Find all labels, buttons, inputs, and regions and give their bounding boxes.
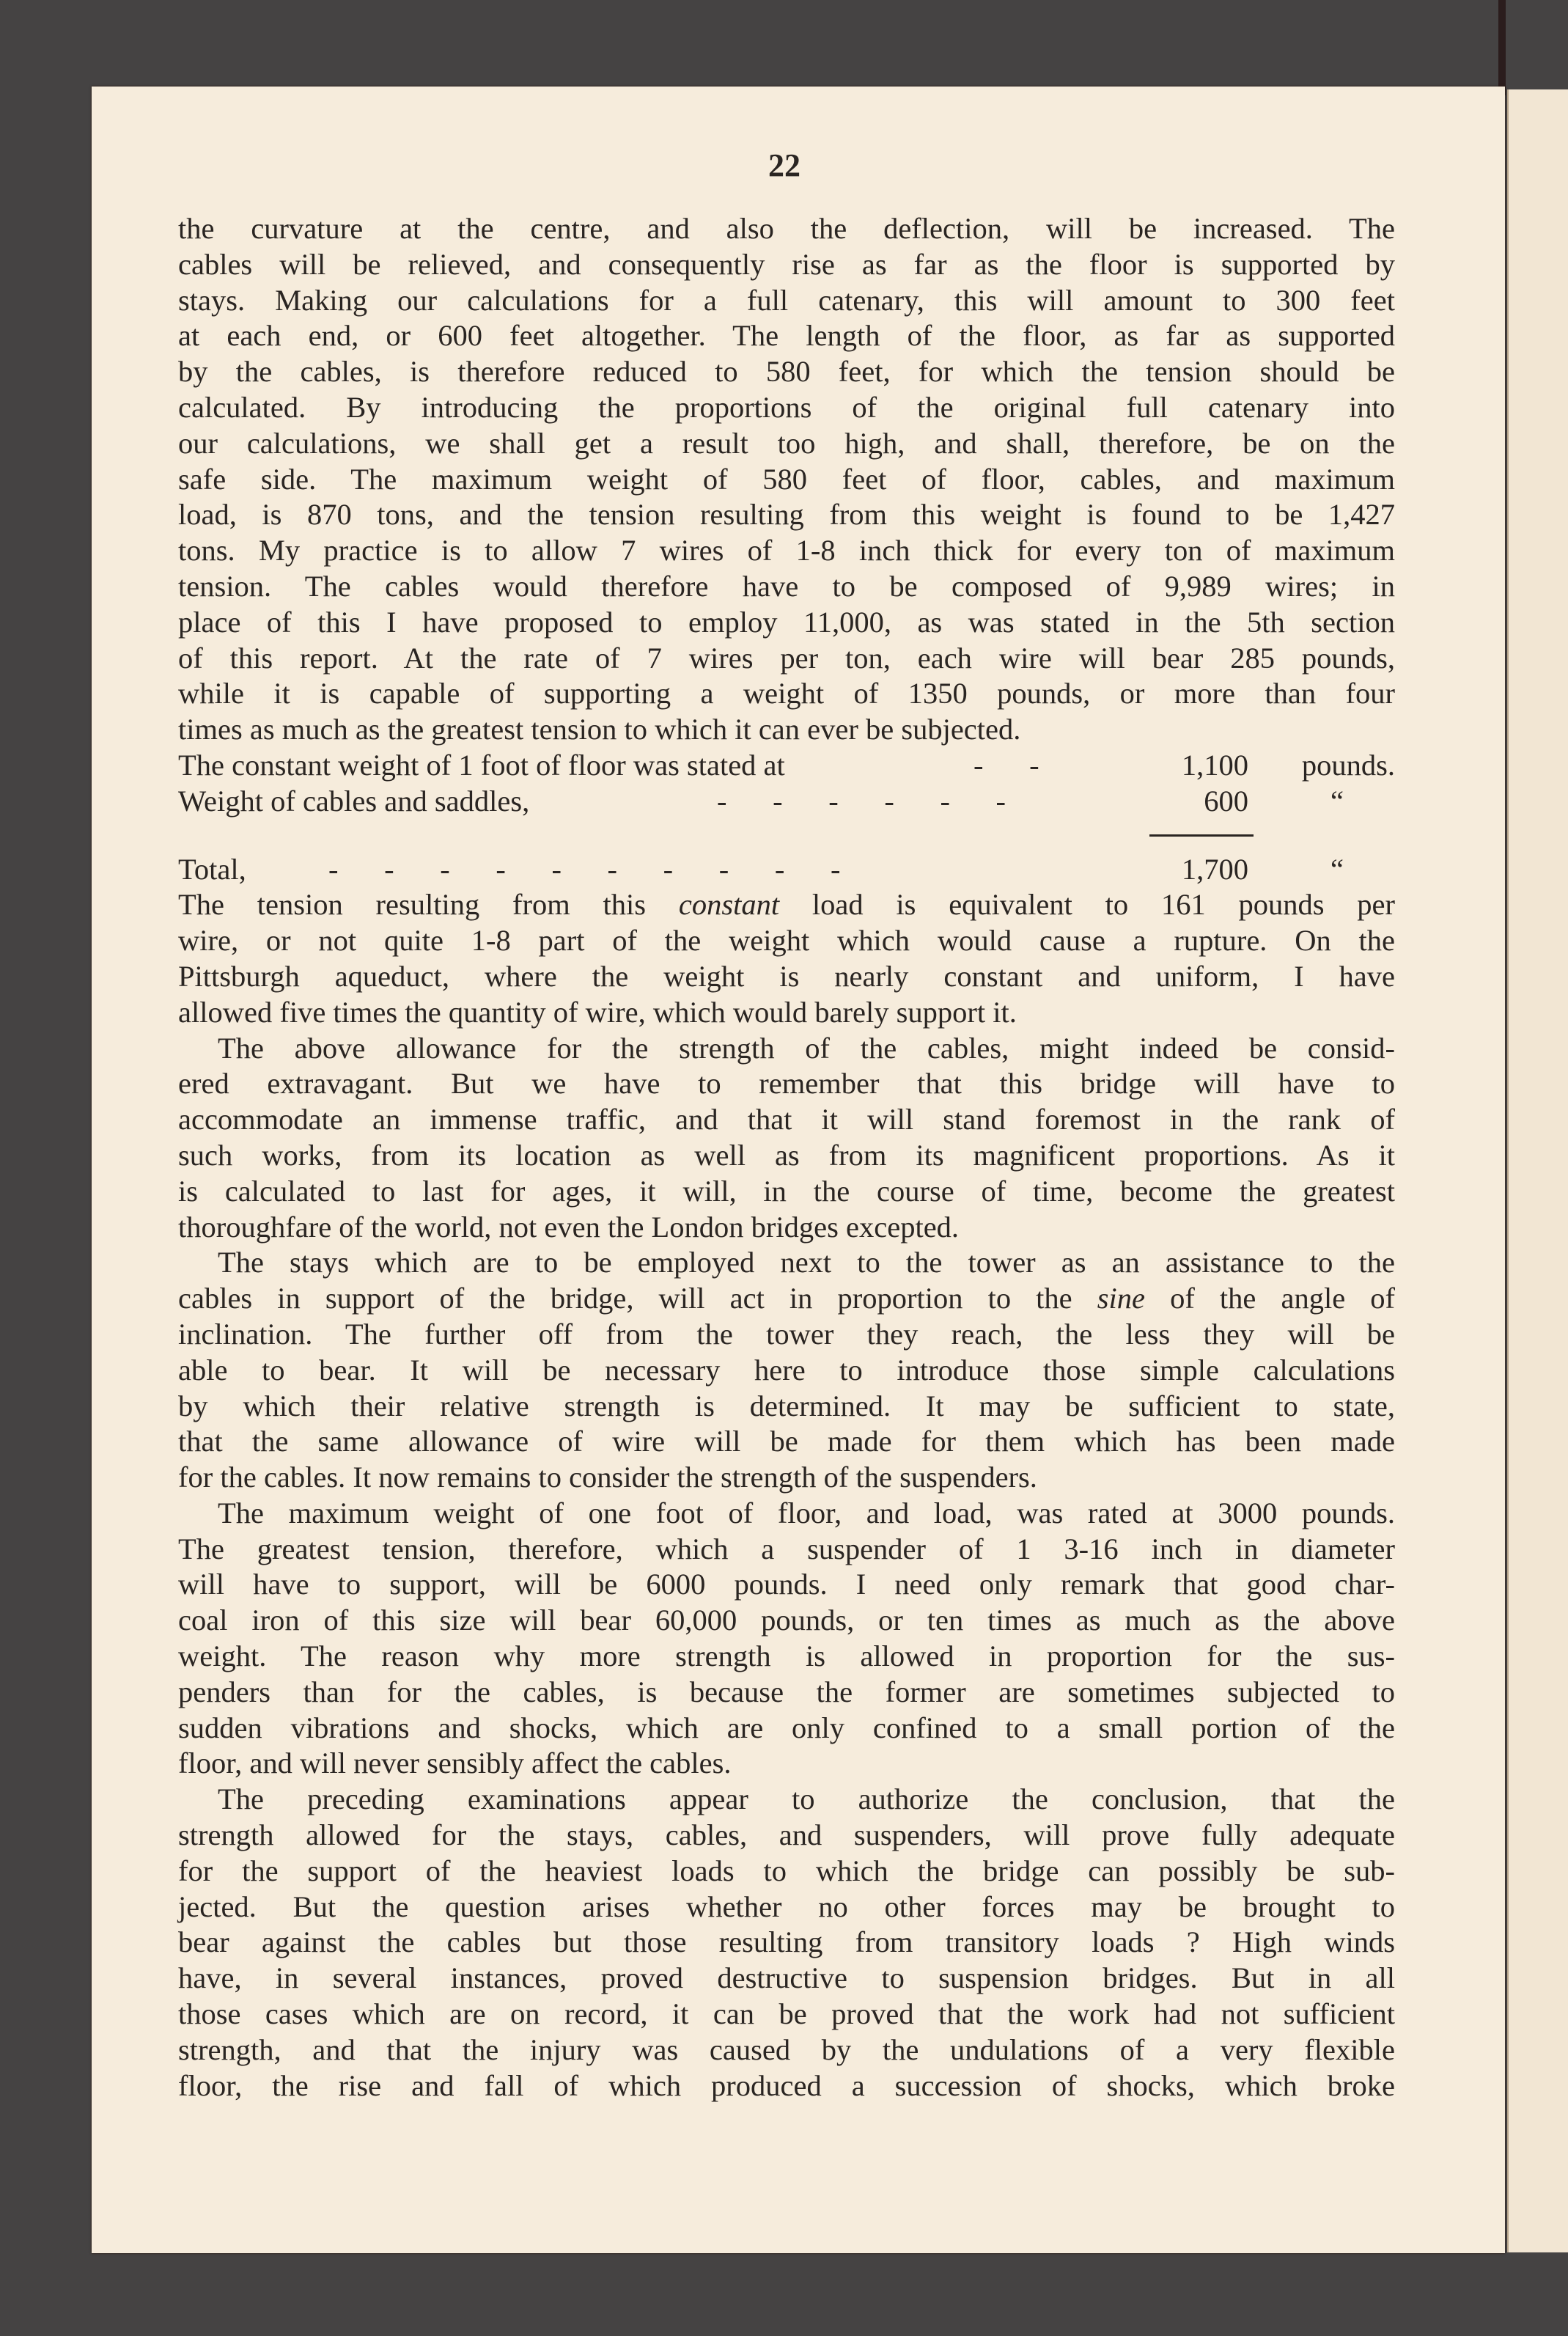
text-line: sudden vibrations and shocks, which are only confined to a small portion of the (178, 1711, 1395, 1744)
text-line: of this report. At the rate of 7 wires per ton, each wire will bear 285 pounds, (178, 641, 1395, 675)
text-segment: cables in support of the bridge, will act in proportion to the (178, 1282, 1097, 1315)
text-line: strength, and that the injury was caused by the undulations of a very flexible (178, 2032, 1395, 2066)
text-line: will have to support, will be 6000 pounds. I need only remark that good char- (178, 1568, 1395, 1601)
text-line: accommodate an immense traffic, and that it will stand foremost in the rank of (178, 1103, 1395, 1136)
table-row (178, 784, 1395, 820)
text-segment: inclination. The further off from the tower they reach, the less they will be (178, 1317, 1395, 1351)
total-amount: 1,700 (1181, 852, 1248, 886)
text-line: weight. The reason why more strength is allowed in proportion for the sus- (178, 1639, 1395, 1673)
text-segment: for the cables. It now remains to consider the strength of the suspenders. (178, 1461, 1037, 1494)
body-text (178, 211, 1395, 2104)
row-amount: 1,100 (1181, 748, 1248, 782)
text-line: place of this I have proposed to employ 11,000, as was stated in the 5th section (178, 605, 1395, 639)
text-line (178, 923, 1395, 959)
paragraph-5 (178, 1496, 1395, 1782)
sum-rule (1149, 834, 1254, 837)
text-line (178, 1424, 1395, 1460)
text-line (178, 887, 1395, 923)
leader-dashes: - - - - - - (717, 784, 1008, 818)
italic-word: constant (678, 888, 780, 922)
leader-dashes: - - (973, 748, 1041, 782)
text-line: those cases which are on record, it can be proved that the work had not sufficient (178, 1997, 1395, 2031)
text-segment: The stays which are to be employed next to the tower as an assistance to the (218, 1246, 1395, 1279)
text-line: coal iron of this size will bear 60,000 pounds, or ten times as much as the above (178, 1604, 1395, 1637)
row-label: The constant weight of 1 foot of floor was stated at (178, 748, 785, 782)
text-line (178, 995, 1395, 1031)
italic-word: sine (1097, 1282, 1145, 1315)
text-segment: allowed five times the quantity of wire, which would barely support it. (178, 995, 1017, 1029)
page-number: 22 (768, 147, 800, 183)
ditto-mark: “ (1330, 852, 1344, 886)
text-line: safe side. The maximum weight of 580 feet of floor, cables, and maximum (178, 462, 1395, 496)
text-line: the curvature at the centre, and also the deflection, will be increased. The (178, 212, 1395, 245)
text-line: floor, the rise and fall of which produced a succession of shocks, which broke (178, 2068, 1395, 2102)
text-line: calculated. By introducing the proportions of the original full catenary into (178, 390, 1395, 424)
text-segment: by which their relative strength is determined. It may be sufficient to state, (178, 1389, 1395, 1422)
paragraph-1 (178, 211, 1395, 748)
text-line: tons. My practice is to allow 7 wires of 1-8 inch thick for every ton of maximum (178, 534, 1395, 568)
total-label: Total, (178, 852, 246, 886)
row-unit: pounds. (1301, 748, 1395, 782)
text-segment: Pittsburgh aqueduct, where the weight is nearly constant and uniform, I have (178, 959, 1395, 993)
text-segment: wire, or not quite 1-8 part of the weight which would cause a rupture. On the (178, 924, 1395, 958)
text-line: for the support of the heaviest loads to which the bridge can possibly be sub- (178, 1854, 1395, 1887)
text-line: at each end, or 600 feet altogether. The length of the floor, as far as supported (178, 319, 1395, 353)
text-line: load, is 870 tons, and the tension resulting from this weight is found to be 1,427 (178, 498, 1395, 532)
text-line: penders than for the cables, is because the former are sometimes subjected to (178, 1675, 1395, 1708)
text-line: tension. The cables would therefore have to be composed of 9,989 wires; in (178, 569, 1395, 603)
paragraph-4 (178, 1245, 1395, 1496)
text-segment: able to bear. It will be necessary here to introduce those simple calculations (178, 1353, 1395, 1386)
text-line: stays. Making our calculations for a full catenary, this will amount to 300 feet (178, 283, 1395, 317)
text-line (178, 1281, 1395, 1317)
text-segment: of the angle of (1144, 1282, 1395, 1315)
text-line (178, 959, 1395, 995)
text-line: strength allowed for the stays, cables, and suspenders, will prove fully adequate (178, 1818, 1395, 1852)
text-line: cables will be relieved, and consequently rise as far as the floor is supported by (178, 247, 1395, 281)
text-segment: load is equivalent to 161 pounds per (779, 888, 1395, 922)
sum-rule-row (178, 820, 1395, 852)
row-amount: 600 (1204, 784, 1248, 818)
text-line: The preceding examinations appear to authorize the conclusion, that the (218, 1782, 1395, 1816)
text-line (178, 1389, 1395, 1425)
text-line: The greatest tension, therefore, which a suspender of 1 3-16 inch in diameter (178, 1532, 1395, 1565)
text-line: such works, from its location as well as from its magnificent proportions. As it (178, 1138, 1395, 1172)
text-line: by the cables, is therefore reduced to 580 feet, for which the tension should be (178, 355, 1395, 389)
text-line: our calculations, we shall get a result too high, and shall, therefore, be on the (178, 426, 1395, 460)
text-line (178, 1245, 1395, 1281)
table-total-row (178, 852, 1395, 888)
facing-page-edge (1507, 89, 1568, 2252)
text-line: floor, and will never sensibly affect the cables. (178, 1747, 732, 1780)
paragraph-6 (178, 1782, 1395, 2104)
text-line: have, in several instances, proved destructive to suspension bridges. But in all (178, 1961, 1395, 1995)
text-segment: The tension resulting from this (178, 888, 679, 922)
text-line (178, 1353, 1395, 1389)
table-row (178, 748, 1395, 784)
text-line: jected. But the question arises whether no other forces may be brought to (178, 1889, 1395, 1923)
leader-dashes: - - - - - - - - - - (328, 852, 842, 886)
text-line: thoroughfare of the world, not even the London bridges excepted. (178, 1210, 960, 1244)
text-line: bear against the cables but those resulting from transitory loads ? High winds (178, 1925, 1395, 1959)
text-line: while it is capable of supporting a weight of 1350 pounds, or more than four (178, 677, 1395, 710)
text-line: is calculated to last for ages, it will, in the course of time, become the greatest (178, 1174, 1395, 1208)
weight-table (178, 748, 1395, 887)
text-segment: that the same allowance of wire will be made for them which has been made (178, 1425, 1395, 1458)
text-line: The maximum weight of one foot of floor, and load, was rated at 3000 pounds. (218, 1496, 1395, 1529)
text-line: ered extravagant. But we have to remember that this bridge will have to (178, 1067, 1395, 1101)
text-line: times as much as the greatest tension to which it can ever be subjected. (178, 713, 1021, 746)
paragraph-3 (178, 1031, 1395, 1246)
text-line (178, 1460, 1395, 1496)
text-line (178, 1317, 1395, 1353)
paragraph-2 (178, 887, 1395, 1030)
text-line: The above allowance for the strength of the cables, might indeed be consid- (218, 1031, 1395, 1065)
row-label: Weight of cables and saddles, (178, 784, 530, 818)
ditto-mark: “ (1330, 784, 1344, 818)
book-spine (1498, 0, 1506, 95)
